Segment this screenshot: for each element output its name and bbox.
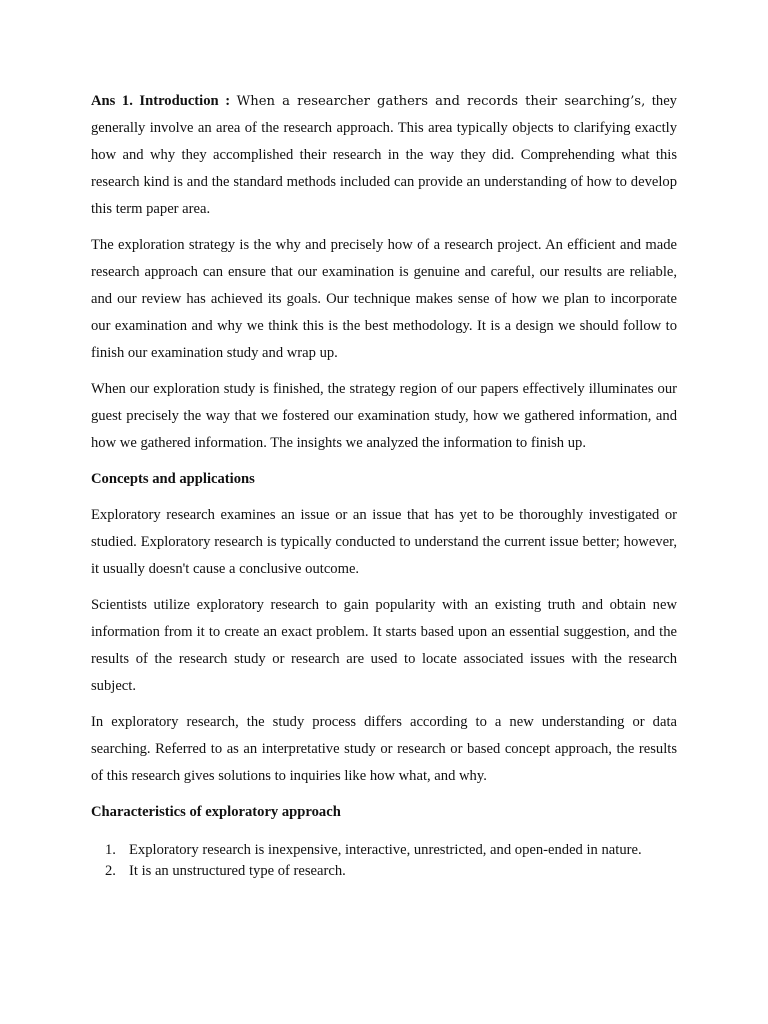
list-text: It is an unstructured type of research. [129, 863, 346, 879]
characteristics-list [91, 840, 677, 882]
paragraph-exploratory-research: Exploratory research examines an issue or an issue that has yet to be thoroughly investigated or studied. Exploratory research is typically conducted to understand the current issue better; however, it usually doesn't cause a conclusive outcome. [91, 507, 677, 577]
list-text: Exploratory research is inexpensive, interactive, unrestricted, and open-ended in nature. [129, 842, 642, 858]
paragraph-scientists: Scientists utilize exploratory research to gain popularity with an existing truth and obtain new information from it to create an exact problem. It starts based upon an essential suggestion, and the results of the research study or research are used to locate associated issues with the research subject. [91, 597, 677, 694]
list-number: 1. [105, 842, 116, 858]
intro-first-line: When a researcher gathers and records their searching’s, [236, 94, 646, 109]
intro-text: they generally involve an area of the research approach. This area typically objects to clarifying exactly how and why they accomplished their research in the way they did. Comprehending what this research kind is and the standard methods included can provide an understanding of how to develop this term paper area. [91, 93, 677, 217]
list-item [91, 861, 677, 882]
heading-characteristics: Characteristics of exploratory approach [91, 804, 341, 820]
list-item [91, 840, 677, 861]
paragraph-study-finished: When our exploration study is finished, the strategy region of our papers effectively illuminates our guest precisely the way that we fostered our examination study, how we gathered information, and how we gathered information. The insights we analyzed the information to finish up. [91, 381, 677, 451]
intro-heading: Ans 1. Introduction : [91, 93, 231, 109]
intro-paragraph [91, 88, 677, 223]
paragraph-strategy: The exploration strategy is the why and precisely how of a research project. An efficient and made research approach can ensure that our examination is genuine and careful, our results are reliable, and our review has achieved its goals. Our technique makes sense of how we plan to incorporate our examination and why we think this is the best methodology. It is a design we should follow to finish our examination study and wrap up. [91, 237, 677, 361]
paragraph-study-process: In exploratory research, the study process differs according to a new understanding or data searching. Referred to as an interpretative study or research or based concept approach, the results of this research gives solutions to inquiries like how what, and why. [91, 714, 677, 784]
heading-concepts: Concepts and applications [91, 471, 255, 487]
list-number: 2. [105, 863, 116, 879]
document-page [91, 88, 677, 882]
